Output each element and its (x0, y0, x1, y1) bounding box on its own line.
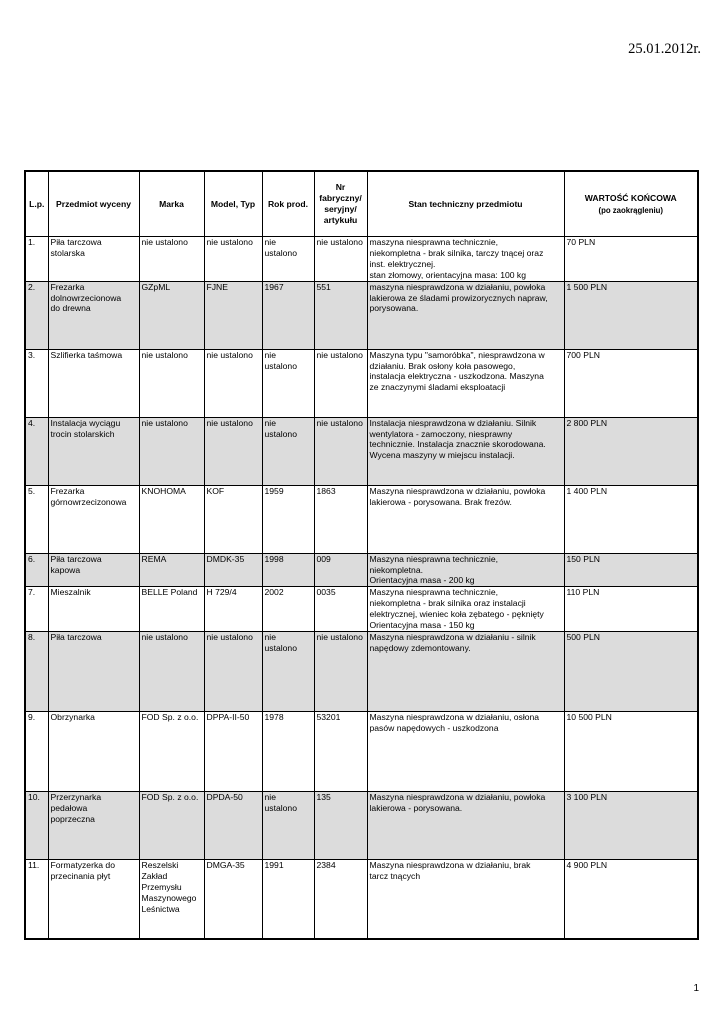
cell-item (48, 587, 139, 632)
cell-serial (314, 859, 367, 939)
cell-line: DMGA-35 (206, 859, 245, 870)
cell-line: KNOHOMA (141, 485, 186, 496)
cell-year (262, 417, 314, 485)
header-line: Nr (335, 182, 346, 193)
cell-line: 009 (316, 553, 331, 564)
col-header-serial (314, 171, 367, 237)
cell-line: nie ustalono (141, 631, 188, 642)
cell-item (48, 711, 139, 791)
cell-serial (314, 237, 367, 282)
cell-lp: 6. (25, 553, 48, 587)
cell-line: Orientacyjna masa - 200 kg (369, 575, 475, 586)
cell-line: technicznie. Instalacja znacznie skorodowana. (369, 439, 546, 450)
cell-condition (367, 281, 564, 349)
table-row (25, 631, 698, 711)
cell-line: Przemysłu (141, 881, 182, 892)
cell-value: 2 800 PLN (564, 417, 698, 485)
cell-line: Maszyna typu "samoróbka", niesprawdzona w (369, 349, 545, 360)
cell-model (204, 485, 262, 553)
col-header-condition: Stan techniczny przedmiotu (367, 171, 564, 237)
cell-lp: 11. (25, 859, 48, 939)
cell-line: porysowana. (369, 303, 419, 314)
cell-model (204, 791, 262, 859)
cell-line: stan złomowy, orientacyjna masa: 100 kg (369, 269, 527, 280)
cell-line: Reszelski (141, 859, 179, 870)
cell-line: poprzeczna (50, 813, 95, 824)
cell-model (204, 631, 262, 711)
cell-item (48, 237, 139, 282)
cell-line: niekompletna - brak silnika oraz instalacji (369, 598, 526, 609)
cell-model (204, 553, 262, 587)
cell-line: 1991 (264, 859, 284, 870)
cell-item (48, 281, 139, 349)
col-header-lp: L.p. (25, 171, 48, 237)
cell-line: nie ustalono (141, 417, 188, 428)
cell-value: 1 400 PLN (564, 485, 698, 553)
cell-line: ustalono (264, 642, 297, 653)
cell-line: 0035 (316, 587, 336, 598)
cell-lp: 9. (25, 711, 48, 791)
cell-condition (367, 237, 564, 282)
cell-line: inst. elektrycznej. (369, 258, 436, 269)
cell-value: 1 500 PLN (564, 281, 698, 349)
col-header-model: Model, Typ (204, 171, 262, 237)
cell-line: nie ustalono (141, 237, 188, 247)
cell-line: nie (264, 791, 276, 802)
cell-value: 4 900 PLN (564, 859, 698, 939)
page-number: 1 (693, 983, 699, 994)
cell-line: nie (264, 349, 276, 360)
cell-condition (367, 417, 564, 485)
cell-line: Maszyna niesprawna technicznie, (369, 553, 498, 564)
cell-line: FJNE (206, 281, 228, 292)
table-row (25, 281, 698, 349)
cell-line: 1959 (264, 485, 284, 496)
cell-line: BELLE Poland (141, 587, 198, 598)
cell-brand (139, 349, 204, 417)
cell-line: Piła tarczowa (50, 237, 102, 247)
cell-item (48, 631, 139, 711)
valuation-table (24, 170, 699, 940)
document-date: 25.01.2012r. (628, 41, 701, 57)
cell-serial (314, 631, 367, 711)
cell-item (48, 859, 139, 939)
cell-condition (367, 631, 564, 711)
cell-line: DPPA-II-50 (206, 711, 250, 722)
cell-line: ze znaczynymi śladami eksploatacji (369, 382, 506, 393)
cell-line: niekompletna - brak silnika, tarczy tnącej oraz (369, 247, 544, 258)
cell-line: Leśnictwa (141, 903, 180, 914)
cell-line: nie ustalono (141, 349, 188, 360)
cell-line: napędowy zdemontowany. (369, 642, 471, 653)
cell-line: kapowa (50, 564, 81, 575)
cell-line: Instalacja niesprawdzona w działaniu. Silnik (369, 417, 537, 428)
table-row (25, 485, 698, 553)
cell-value: 110 PLN (564, 587, 698, 632)
cell-line: pedałowa (50, 802, 88, 813)
cell-line: stolarska (50, 247, 85, 258)
cell-year (262, 711, 314, 791)
cell-line: Maszyna niesprawdzona w działaniu - silnik (369, 631, 536, 642)
cell-line: wentylatora - zamoczony, niesprawny (369, 428, 513, 439)
cell-line: przecinania płyt (50, 870, 111, 881)
cell-brand (139, 281, 204, 349)
cell-line: Maszyna niesprawna technicznie, (369, 587, 498, 598)
cell-model (204, 711, 262, 791)
cell-line: Wycena maszyny w miejscu instalacji. (369, 450, 515, 461)
col-header-year: Rok prod. (262, 171, 314, 237)
table-row (25, 791, 698, 859)
cell-lp: 4. (25, 417, 48, 485)
cell-year (262, 349, 314, 417)
cell-line: Maszyna niesprawdzona w działaniu, powłoka (369, 485, 546, 496)
cell-brand (139, 859, 204, 939)
cell-line: działaniu. Brak osłony koła pasowego, (369, 360, 516, 371)
cell-line: H 729/4 (206, 587, 237, 598)
cell-brand (139, 237, 204, 282)
cell-line: Przerzynarka (50, 791, 102, 802)
cell-value: 10 500 PLN (564, 711, 698, 791)
cell-value: 70 PLN (564, 237, 698, 282)
cell-lp: 5. (25, 485, 48, 553)
cell-line: DMDK-35 (206, 553, 245, 564)
cell-item (48, 791, 139, 859)
cell-line: instalacja elektryczna - uszkodzona. Maszyna (369, 371, 544, 382)
cell-line: Orientacyjna masa - 150 kg (369, 620, 475, 631)
cell-value: 3 100 PLN (564, 791, 698, 859)
table-body (25, 237, 698, 940)
cell-value: 150 PLN (564, 553, 698, 587)
table-row (25, 349, 698, 417)
cell-brand (139, 417, 204, 485)
cell-line: nie ustalono (316, 417, 363, 428)
cell-line: Instalacja wyciągu (50, 417, 121, 428)
header-line: artykułu (323, 214, 358, 225)
cell-line: górnowrzecizonowa (50, 496, 127, 507)
cell-line: nie ustalono (316, 237, 363, 247)
table-row (25, 859, 698, 939)
cell-line: ustalono (264, 802, 297, 813)
cell-line: 1998 (264, 553, 284, 564)
cell-line: Frezarka (50, 281, 85, 292)
cell-line: GZpML (141, 281, 171, 292)
cell-lp: 2. (25, 281, 48, 349)
cell-value: 700 PLN (564, 349, 698, 417)
cell-line: nie ustalono (316, 631, 363, 642)
header-line: WARTOŚĆ KOŃCOWA (584, 192, 677, 203)
cell-line: lakierowa ze śladami prowizorycznych napraw, (369, 292, 548, 303)
cell-line: maszyna niesprawna technicznie, (369, 237, 498, 247)
cell-line: FOD Sp. z o.o. (141, 711, 199, 722)
cell-condition (367, 791, 564, 859)
cell-lp: 8. (25, 631, 48, 711)
cell-serial (314, 349, 367, 417)
cell-model (204, 237, 262, 282)
cell-item (48, 417, 139, 485)
cell-year (262, 485, 314, 553)
cell-brand (139, 485, 204, 553)
cell-model (204, 859, 262, 939)
cell-line: 1967 (264, 281, 284, 292)
cell-line: pasów napędowych - uszkodzona (369, 722, 499, 733)
cell-line: 1863 (316, 485, 336, 496)
cell-line: Formatyzerka do (50, 859, 115, 870)
cell-line: do drewna (50, 303, 91, 314)
cell-year (262, 281, 314, 349)
cell-serial (314, 791, 367, 859)
cell-line: 551 (316, 281, 331, 292)
cell-line: ustalono (264, 428, 297, 439)
cell-serial (314, 417, 367, 485)
cell-line: elektrycznej, wieniec koła zębatego - pęknięty (369, 609, 544, 620)
cell-line: DPDA-50 (206, 791, 243, 802)
col-header-value (564, 171, 698, 237)
cell-model (204, 349, 262, 417)
col-header-brand: Marka (139, 171, 204, 237)
cell-item (48, 485, 139, 553)
cell-line: nie ustalono (206, 237, 253, 247)
cell-year (262, 237, 314, 282)
cell-line: lakierowa - porysowana. (369, 802, 463, 813)
cell-line: nie (264, 237, 276, 247)
cell-model (204, 587, 262, 632)
table-header-row (25, 171, 698, 237)
cell-condition (367, 859, 564, 939)
table-row (25, 711, 698, 791)
cell-line: niekompletna. (369, 564, 424, 575)
cell-condition (367, 349, 564, 417)
cell-line: 135 (316, 791, 331, 802)
cell-year (262, 553, 314, 587)
cell-condition (367, 587, 564, 632)
cell-line: FOD Sp. z o.o. (141, 791, 199, 802)
cell-brand (139, 553, 204, 587)
cell-line: 1978 (264, 711, 284, 722)
cell-line: REMA (141, 553, 167, 564)
cell-brand (139, 631, 204, 711)
cell-brand (139, 711, 204, 791)
cell-model (204, 281, 262, 349)
cell-lp: 10. (25, 791, 48, 859)
cell-line: nie ustalono (316, 349, 363, 360)
cell-line: nie (264, 417, 276, 428)
table-row (25, 553, 698, 587)
cell-condition (367, 711, 564, 791)
cell-line: trocin stolarskich (50, 428, 115, 439)
table-row (25, 237, 698, 282)
cell-line: dolnowrzecionowa (50, 292, 122, 303)
cell-line: ustalono (264, 360, 297, 371)
cell-year (262, 859, 314, 939)
cell-line: Frezarka (50, 485, 85, 496)
cell-brand (139, 587, 204, 632)
cell-line: nie ustalono (206, 349, 253, 360)
cell-line: tarcz tnących (369, 870, 421, 881)
cell-line: ustalono (264, 247, 297, 258)
cell-line: nie ustalono (206, 417, 253, 428)
cell-line: Mieszalnik (50, 587, 91, 598)
cell-item (48, 553, 139, 587)
cell-line: 2002 (264, 587, 284, 598)
cell-model (204, 417, 262, 485)
cell-line: Obrzynarka (50, 711, 95, 722)
header-line: fabryczny/ (319, 193, 362, 204)
cell-lp: 1. (25, 237, 48, 282)
cell-lp: 3. (25, 349, 48, 417)
cell-line: Maszynowego (141, 892, 197, 903)
cell-year (262, 587, 314, 632)
col-header-item: Przedmiot wyceny (48, 171, 139, 237)
cell-line: lakierowa - porysowana. Brak frezów. (369, 496, 512, 507)
cell-condition (367, 553, 564, 587)
cell-line: Maszyna niesprawdzona w działaniu, osłona (369, 711, 540, 722)
cell-lp: 7. (25, 587, 48, 632)
cell-brand (139, 791, 204, 859)
header-line: seryjny/ (324, 204, 357, 214)
cell-line: Zakład (141, 870, 168, 881)
cell-line: KOF (206, 485, 225, 496)
cell-line: maszyna niesprawdzona w działaniu, powłoka (369, 281, 546, 292)
cell-serial (314, 587, 367, 632)
table-row (25, 417, 698, 485)
cell-serial (314, 485, 367, 553)
cell-line: nie (264, 631, 276, 642)
cell-serial (314, 711, 367, 791)
cell-line: nie ustalono (206, 631, 253, 642)
cell-line: Maszyna niesprawdzona w działaniu, brak (369, 859, 531, 870)
cell-line: 2384 (316, 859, 336, 870)
cell-item (48, 349, 139, 417)
cell-serial (314, 281, 367, 349)
cell-serial (314, 553, 367, 587)
table-row (25, 587, 698, 632)
cell-year (262, 791, 314, 859)
cell-line: Piła tarczowa (50, 553, 102, 564)
cell-line: 53201 (316, 711, 341, 722)
header-subline: (po zaokrągleniu) (598, 205, 664, 215)
cell-line: Maszyna niesprawdzona w działaniu, powłoka (369, 791, 546, 802)
cell-value: 500 PLN (564, 631, 698, 711)
cell-year (262, 631, 314, 711)
cell-line: Szlifierka taśmowa (50, 349, 123, 360)
cell-line: Piła tarczowa (50, 631, 102, 642)
cell-condition (367, 485, 564, 553)
